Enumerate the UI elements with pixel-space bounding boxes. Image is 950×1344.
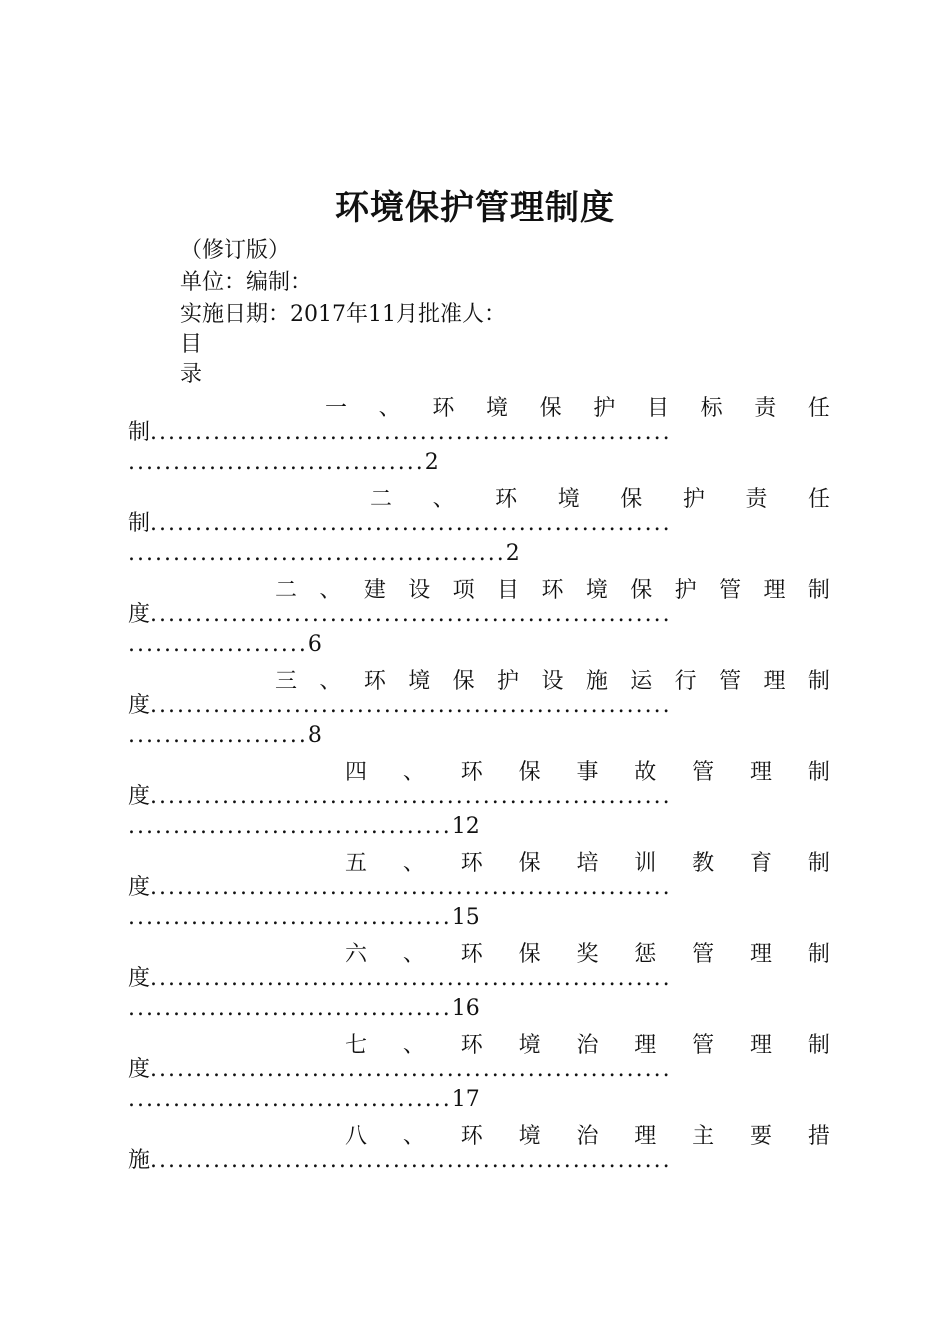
toc-heading-lu: 录 xyxy=(180,362,203,387)
toc-entry-leader: 度 .......................................................... xyxy=(128,1055,830,1085)
toc-entry[interactable] xyxy=(128,663,830,754)
toc-entry-title: 三 、 环 境 保 护 设 施 运 行 管 理 制 xyxy=(275,668,830,694)
toc-entry-page-line: ....................................15 xyxy=(128,905,480,930)
toc-entry[interactable] xyxy=(128,936,830,1027)
toc-entry-page-number: 6 xyxy=(307,632,322,657)
toc-entry-page-number: 15 xyxy=(451,905,480,930)
table-of-contents xyxy=(128,390,830,1209)
toc-entry[interactable] xyxy=(128,390,830,481)
edition-label: （修订版） xyxy=(180,238,291,263)
toc-entry-leader: 度 .......................................................... xyxy=(128,964,830,994)
toc-entry[interactable] xyxy=(128,572,830,663)
toc-entry-page-number: 17 xyxy=(451,1087,480,1112)
toc-entry[interactable] xyxy=(128,1027,830,1118)
toc-entry-tail: 度 xyxy=(128,966,151,991)
toc-entry[interactable] xyxy=(128,845,830,936)
toc-entry-title: 四 、 环 保 事 故 管 理 制 xyxy=(345,759,830,785)
toc-entry-page-line: ..........................................2 xyxy=(128,541,520,566)
toc-entry-page-number: 8 xyxy=(307,723,322,748)
toc-entry-leader: 施 .......................................................... xyxy=(128,1146,830,1176)
toc-entry-leader: 制 .......................................................... xyxy=(128,418,830,448)
toc-entry-leader: 度 .......................................................... xyxy=(128,691,830,721)
toc-entry[interactable] xyxy=(128,481,830,572)
toc-entry-tail: 制 xyxy=(128,511,151,536)
toc-entry-title: 六 、 环 保 奖 惩 管 理 制 xyxy=(345,941,830,967)
toc-entry-leader: 度 .......................................................... xyxy=(128,600,830,630)
toc-entry-tail: 制 xyxy=(128,420,151,445)
toc-entry-leader: 度 .......................................................... xyxy=(128,782,830,812)
toc-heading-mu: 目 xyxy=(180,332,203,357)
toc-entry-page-number: 12 xyxy=(451,814,480,839)
toc-entry-page-number: 2 xyxy=(505,541,520,566)
toc-entry-tail: 度 xyxy=(128,1057,151,1082)
toc-entry-page-line: .................................2 xyxy=(128,450,439,475)
toc-entry-tail: 度 xyxy=(128,875,151,900)
toc-entry-title: 二 、 环 境 保 护 责 任 xyxy=(370,486,830,512)
toc-entry-tail: 度 xyxy=(128,602,151,627)
toc-entry-page-line: ....................................17 xyxy=(128,1087,480,1112)
toc-entry-title: 七 、 环 境 治 理 管 理 制 xyxy=(345,1032,830,1058)
toc-entry-tail: 度 xyxy=(128,693,151,718)
toc-entry-page-number: 2 xyxy=(424,450,439,475)
toc-entry-title: 一 、 环 境 保 护 目 标 责 任 xyxy=(325,395,830,421)
toc-entry-leader: 制 .......................................................... xyxy=(128,509,830,539)
toc-entry-page-line: ....................6 xyxy=(128,632,322,657)
toc-entry-page-line: ....................................16 xyxy=(128,996,480,1021)
toc-entry-page-line: ....................8 xyxy=(128,723,322,748)
toc-entry-page-line: ....................................12 xyxy=(128,814,480,839)
toc-entry-page-number: 16 xyxy=(451,996,480,1021)
toc-entry[interactable] xyxy=(128,1118,830,1209)
toc-entry-leader: 度 .......................................................... xyxy=(128,873,830,903)
toc-entry-tail: 施 xyxy=(128,1148,151,1173)
toc-entry-title: 八 、 环 境 治 理 主 要 措 xyxy=(345,1123,830,1149)
toc-entry-title: 二 、 建 设 项 目 环 境 保 护 管 理 制 xyxy=(275,577,830,603)
toc-entry-tail: 度 xyxy=(128,784,151,809)
toc-entry-title: 五 、 环 保 培 训 教 育 制 xyxy=(345,850,830,876)
unit-line: 单位：编制： xyxy=(180,270,313,295)
date-line: 实施日期：2017年11月批准人： xyxy=(180,302,506,327)
toc-entry[interactable] xyxy=(128,754,830,845)
document-title: 环境保护管理制度 xyxy=(335,188,615,228)
